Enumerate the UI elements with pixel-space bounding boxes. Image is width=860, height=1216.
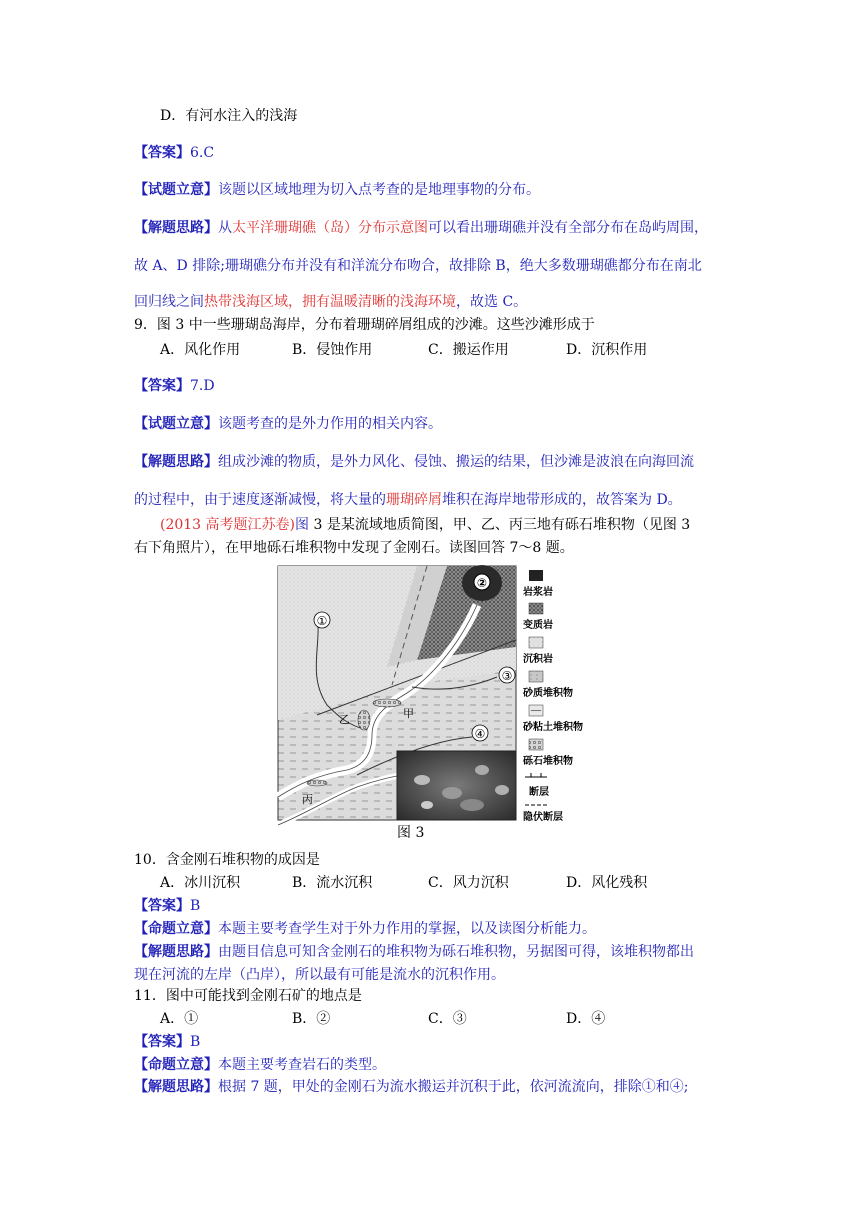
legend-swatch-sand <box>529 671 543 682</box>
idea-line-1 <box>134 218 708 238</box>
option-b: B．侵蚀作用 <box>292 342 373 358</box>
place-label-yi: 乙 <box>339 713 350 726</box>
answer-line <box>134 376 215 396</box>
option-c: C．搬运作用 <box>428 342 509 358</box>
legend-swatch-metamorphic <box>529 603 543 614</box>
idea-line-2 <box>134 256 702 276</box>
option-a: A．冰川沉积 <box>160 875 241 891</box>
answer-tag: 【答案】 <box>134 1034 190 1050</box>
intent-line <box>134 414 442 434</box>
legend-label: 变质岩 <box>523 620 553 631</box>
idea-highlight: 太平洋珊瑚礁（岛）分布示意图 <box>232 220 428 236</box>
intent-text: 本题主要考查学生对于外力作用的掌握，以及读图分析能力。 <box>218 921 596 937</box>
idea-line-1 <box>134 1077 689 1097</box>
idea-tag: 【解题思路】 <box>134 454 218 470</box>
gravel-deposit-yi <box>358 710 370 730</box>
legend-label: 砂质堆积物 <box>523 688 573 699</box>
answer-line <box>134 143 214 163</box>
marker-1: ① <box>316 614 328 628</box>
option-text: D．有河水注入的浅海 <box>160 108 298 124</box>
idea-text: 堆积在海岸地带形成的，故答案为 D。 <box>442 492 682 508</box>
legend-swatch-sedimentary <box>529 637 543 648</box>
legend-label: 沉积岩 <box>523 654 553 665</box>
pebble <box>414 775 430 785</box>
legend-label: 砂粘土堆积物 <box>523 722 583 733</box>
idea-text: 现在河流的左岸（凸岸），所以最有可能是流水的沉积作用。 <box>134 967 505 983</box>
question-10-options <box>160 873 647 893</box>
option-d: D．④ <box>566 1011 606 1027</box>
option-d: D．风化残积 <box>566 875 648 891</box>
geology-figure <box>277 565 589 841</box>
legend-label: 断层 <box>529 787 549 798</box>
place-label-jia: 甲 <box>403 707 414 720</box>
idea-text: 故 A、D 排除;珊瑚礁分布并没有和洋流分布吻合，故排除 B，绝大多数珊瑚礁都分布在南北 <box>134 258 702 274</box>
source-label: (2013 高考题江苏卷) <box>160 517 296 533</box>
question-text: 9．图 3 中一些珊瑚岛海岸，分布着珊瑚碎屑组成的沙滩。这些沙滩形成于 <box>134 317 595 333</box>
intro-text: 3 是某流域地质简图，甲、乙、丙三地有砾石堆积物（见图 3 <box>309 517 691 533</box>
option-d: D．沉积作用 <box>566 342 648 358</box>
idea-text: 从 <box>218 220 232 236</box>
intent-tag: 【试题立意】 <box>134 182 218 198</box>
idea-tag: 【解题思路】 <box>134 220 218 236</box>
answer-value: 7.D <box>190 378 215 394</box>
idea-text: 回归线之间 <box>134 294 204 310</box>
idea-text: ，故选 C。 <box>456 294 528 310</box>
intro-line-1 <box>160 515 690 535</box>
answer-tag: 【答案】 <box>134 898 190 914</box>
pebble <box>475 765 489 775</box>
intent-line <box>134 919 596 939</box>
marker-4: ④ <box>474 727 486 741</box>
figure-ref: 图 <box>295 517 310 533</box>
marker-3: ③ <box>501 669 513 683</box>
gravel-photo <box>397 751 516 820</box>
intent-text: 本题主要考查岩石的类型。 <box>218 1057 386 1073</box>
option-b: B．② <box>292 1011 331 1027</box>
intent-tag: 【试题立意】 <box>134 416 218 432</box>
idea-tag: 【解题思路】 <box>134 1079 218 1095</box>
place-label-bing: 丙 <box>302 793 313 806</box>
answer-value: B <box>190 898 201 914</box>
question-text: 11．图中可能找到金刚石矿的地点是 <box>134 988 362 1004</box>
figure-caption: 图 3 <box>397 825 425 841</box>
idea-line-3 <box>134 292 527 312</box>
answer-line <box>134 1032 200 1052</box>
question-9-stem <box>134 315 595 335</box>
intent-line <box>134 180 540 200</box>
legend-swatch-igneous <box>529 570 543 581</box>
gravel-deposit-jia <box>373 699 401 707</box>
question-11-options <box>160 1009 605 1029</box>
question-10-stem <box>134 850 320 870</box>
option-a: A．① <box>160 1011 199 1027</box>
legend-label: 岩浆岩 <box>523 587 553 598</box>
legend <box>522 570 583 823</box>
idea-text: 由题目信息可知含金刚石的堆积物为砾石堆积物，另据图可得，该堆积物都出 <box>218 944 694 960</box>
legend-label: 砾石堆积物 <box>523 756 573 767</box>
idea-highlight: 珊瑚碎屑 <box>386 492 442 508</box>
idea-line-1 <box>134 942 694 962</box>
idea-line-2 <box>134 490 682 510</box>
gravel-deposit-bing <box>307 780 327 786</box>
option-d-line <box>160 106 297 126</box>
intro-line-2 <box>134 538 574 558</box>
option-c: C．③ <box>428 1011 467 1027</box>
answer-tag: 【答案】 <box>134 145 190 161</box>
option-a: A．风化作用 <box>160 342 241 358</box>
intent-tag: 【命题立意】 <box>134 921 218 937</box>
answer-value: 6.C <box>190 145 215 161</box>
question-9-options <box>160 340 647 360</box>
marker-2: ② <box>476 576 488 590</box>
answer-value: B <box>190 1034 201 1050</box>
answer-tag: 【答案】 <box>134 378 190 394</box>
pebble <box>442 787 462 799</box>
idea-line-1 <box>134 452 694 472</box>
legend-label: 隐伏断层 <box>523 812 563 823</box>
option-b: B．流水沉积 <box>292 875 373 891</box>
idea-text: 组成沙滩的物质，是外力风化、侵蚀、搬运的结果，但沙滩是波浪在向海回流 <box>218 454 694 470</box>
intent-text: 该题以区域地理为切入点考查的是地理事物的分布。 <box>218 182 540 198</box>
question-11-stem <box>134 986 362 1006</box>
intent-text: 该题考查的是外力作用的相关内容。 <box>218 416 442 432</box>
intro-text: 右下角照片），在甲地砾石堆积物中发现了金刚石。读图回答 7～8 题。 <box>134 540 574 556</box>
legend-swatch-gravel <box>529 739 543 750</box>
intent-tag: 【命题立意】 <box>134 1057 218 1073</box>
idea-highlight: 热带浅海区域，拥有温暖清晰的浅海环境 <box>204 294 456 310</box>
geology-map <box>277 565 589 841</box>
pebble <box>495 785 509 795</box>
option-c: C．风力沉积 <box>428 875 509 891</box>
idea-line-2 <box>134 965 505 985</box>
idea-text: 根据 7 题，甲处的金刚石为流水搬运并沉积于此，依河流流向，排除①和④; <box>218 1079 689 1095</box>
pebble <box>421 801 433 809</box>
idea-text: 可以看出珊瑚礁并没有全部分布在岛屿周围， <box>428 220 708 236</box>
pebble <box>460 799 484 811</box>
intent-line <box>134 1055 386 1075</box>
answer-line <box>134 896 200 916</box>
idea-text: 的过程中，由于速度逐渐减慢，将大量的 <box>134 492 386 508</box>
question-text: 10．含金刚石堆积物的成因是 <box>134 852 320 868</box>
idea-tag: 【解题思路】 <box>134 944 218 960</box>
